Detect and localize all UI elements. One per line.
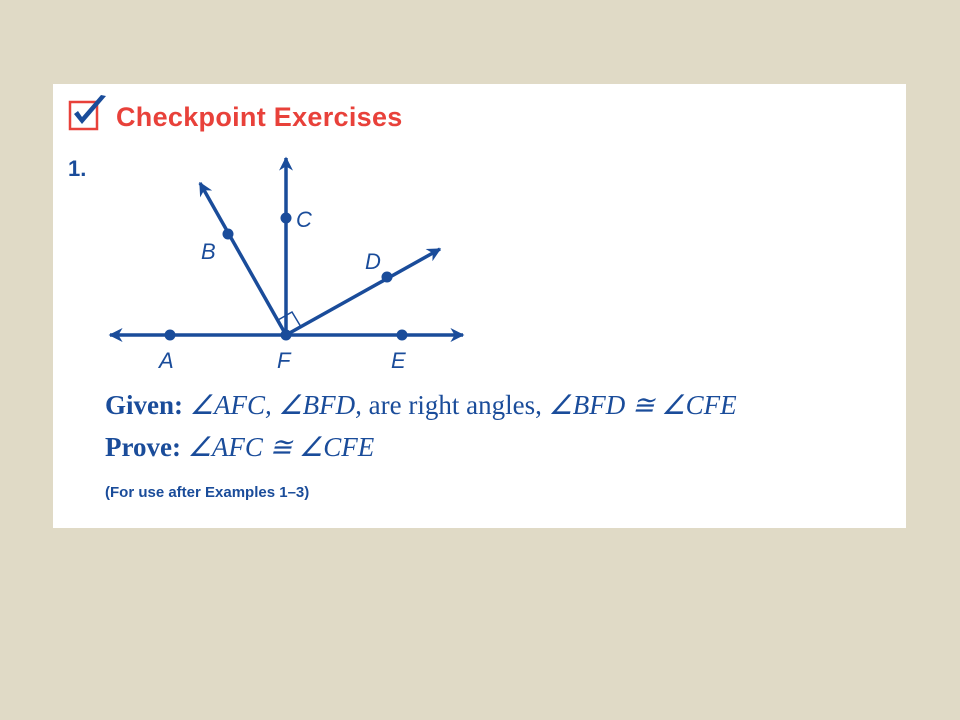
ray-fd xyxy=(286,249,440,335)
point-e xyxy=(397,330,408,341)
prove-label: Prove: xyxy=(105,432,181,462)
point-f xyxy=(281,330,292,341)
given-congruence: ∠BFD ≅ ∠CFE xyxy=(548,390,737,420)
exercise-panel xyxy=(53,84,906,528)
point-a xyxy=(165,330,176,341)
given-statement xyxy=(105,390,737,421)
exercise-number: 1. xyxy=(68,156,87,181)
point-c xyxy=(281,213,292,224)
given-angles: ∠AFC, ∠BFD, xyxy=(189,390,362,420)
prove-statement xyxy=(105,432,374,463)
point-d xyxy=(382,272,393,283)
prove-congruence: ∠AFC ≅ ∠CFE xyxy=(187,432,375,462)
label-f: F xyxy=(277,348,291,373)
label-c: C xyxy=(296,207,312,232)
geometry-diagram xyxy=(53,84,906,384)
point-b xyxy=(223,229,234,240)
given-label: Given: xyxy=(105,390,183,420)
label-a: A xyxy=(159,348,174,373)
label-b: B xyxy=(201,239,216,264)
label-d: D xyxy=(365,249,381,274)
label-e: E xyxy=(391,348,406,373)
given-text: are right angles, xyxy=(361,390,549,420)
section-title: Checkpoint Exercises xyxy=(116,101,403,132)
usage-note: (For use after Examples 1–3) xyxy=(105,484,310,501)
